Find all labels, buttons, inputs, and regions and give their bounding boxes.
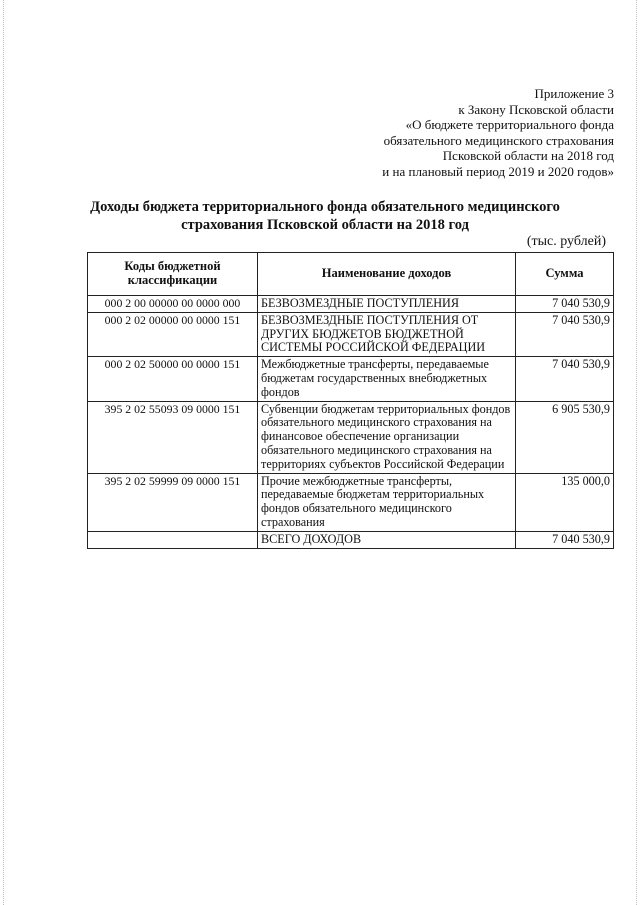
scan-edge-right	[636, 0, 637, 905]
title-line: Доходы бюджета территориального фонда обязательного медицинского	[90, 199, 560, 215]
cell-sum: 6 905 530,9	[516, 401, 614, 473]
header-sum: Сумма	[516, 253, 614, 296]
document-title	[90, 199, 560, 234]
appendix-line: и на плановый период 2019 и 2020 годов»	[382, 163, 614, 179]
cell-sum: 7 040 530,9	[516, 296, 614, 313]
cell-code: 395 2 02 59999 09 0000 151	[88, 473, 258, 531]
appendix-line: обязательного медицинского страхования	[383, 132, 614, 148]
appendix-line: к Закону Псковской области	[458, 101, 614, 117]
appendix-note	[284, 86, 614, 180]
cell-sum: 135 000,0	[516, 473, 614, 531]
table-total-row	[88, 531, 614, 548]
cell-name: БЕЗВОЗМЕЗДНЫЕ ПОСТУПЛЕНИЯ ОТ ДРУГИХ БЮДЖЕТОВ БЮДЖЕТНОЙ СИСТЕМЫ РОССИЙСКОЙ ФЕДЕРАЦИИ	[258, 312, 516, 356]
table-row	[88, 473, 614, 531]
header-name: Наименование доходов	[258, 253, 516, 296]
cell-code: 000 2 02 50000 00 0000 151	[88, 357, 258, 401]
appendix-line: Псковской области на 2018 год	[442, 148, 614, 164]
cell-code: 395 2 02 55093 09 0000 151	[88, 401, 258, 473]
cell-name: БЕЗВОЗМЕЗДНЫЕ ПОСТУПЛЕНИЯ	[258, 296, 516, 313]
scan-edge-left	[3, 0, 4, 905]
table-row	[88, 296, 614, 313]
appendix-line: Приложение 3	[534, 86, 614, 101]
cell-name: Субвенции бюджетам территориальных фондов обязательного медицинского страхования на финансовое обеспечение организации обязательного медицинского страхования на территориях субъектов Российской Федерации	[258, 401, 516, 473]
cell-name: Межбюджетные трансферты, передаваемые бюджетам государственных внебюджетных фондов	[258, 357, 516, 401]
cell-sum: 7 040 530,9	[516, 531, 614, 548]
header-code: Коды бюджетной классификации	[88, 253, 258, 296]
cell-code: 000 2 02 00000 00 0000 151	[88, 312, 258, 356]
table-header-row	[88, 253, 614, 296]
title-line: страхования Псковской области на 2018 год	[181, 216, 469, 233]
cell-sum: 7 040 530,9	[516, 357, 614, 401]
units-label: (тыс. рублей)	[526, 234, 606, 249]
cell-sum: 7 040 530,9	[516, 312, 614, 356]
cell-code	[88, 531, 258, 548]
cell-name: Прочие межбюджетные трансферты, передаваемые бюджетам территориальных фондов обязательного медицинского страхования	[258, 473, 516, 531]
income-table	[87, 252, 614, 549]
cell-name: ВСЕГО ДОХОДОВ	[258, 531, 516, 548]
appendix-line: «О бюджете территориального фонда	[405, 117, 614, 133]
table-row	[88, 312, 614, 356]
table-row	[88, 401, 614, 473]
cell-code: 000 2 00 00000 00 0000 000	[88, 296, 258, 313]
table-row	[88, 357, 614, 401]
